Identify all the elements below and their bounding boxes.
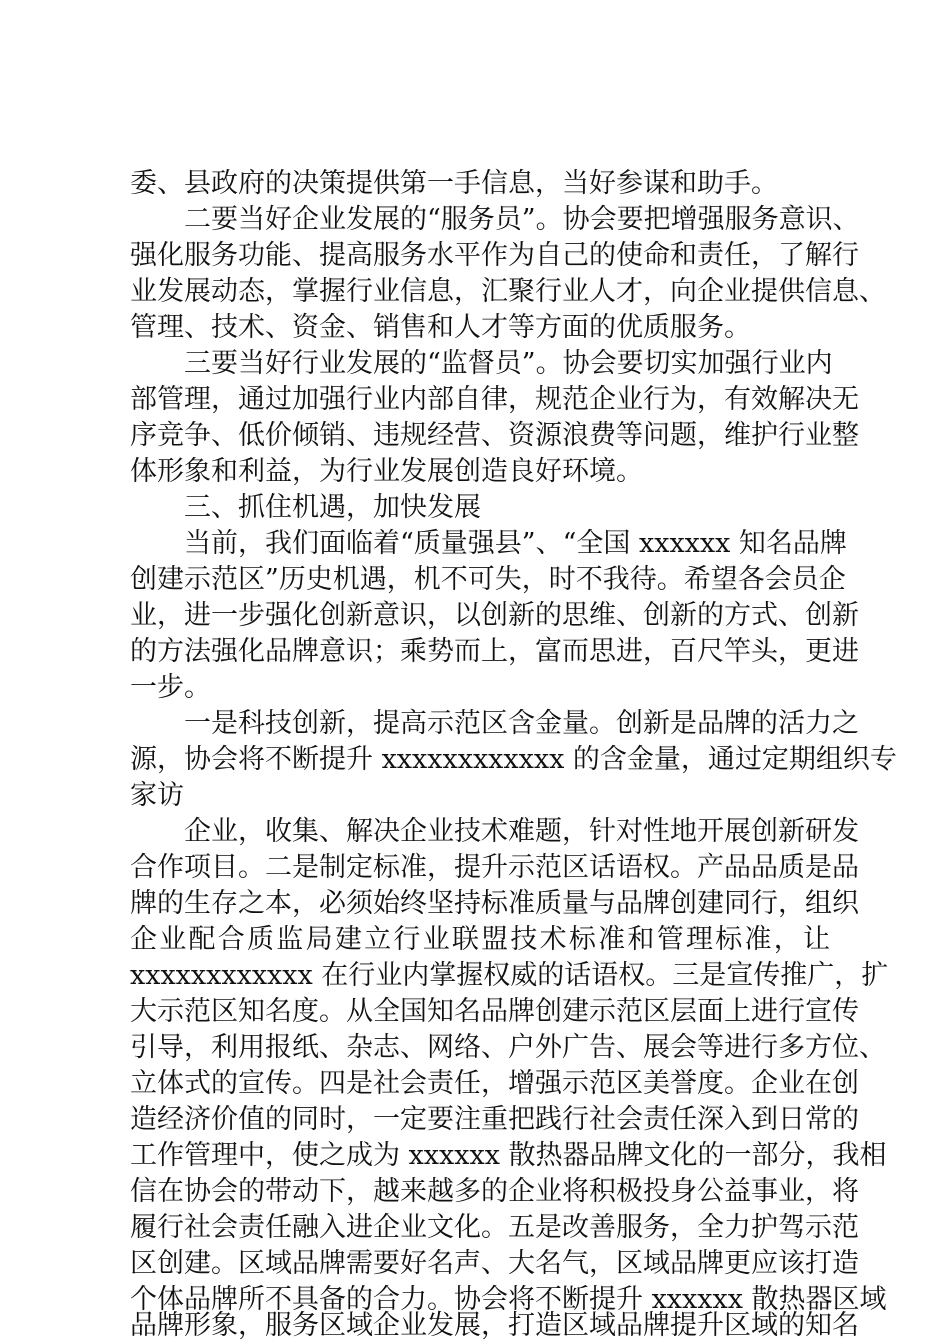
text-line: 工作管理中，使之成为 xxxxxx 散热器品牌文化的一部分，我相	[130, 1140, 887, 1171]
text-line: 品牌形象，服务区域企业发展，打造区域品牌提升区域的知名	[130, 1310, 859, 1341]
text-line: 引导，利用报纸、杂志、网络、户外广告、展会等进行多方位、	[130, 1032, 886, 1063]
text-line: 大示范区知名度。从全国知名品牌创建示范区层面上进行宣传	[130, 996, 859, 1027]
text-line: 履行社会责任融入进企业文化。五是改善服务，全力护驾示范	[130, 1212, 859, 1243]
text-line: 企业配合质监局建立行业联盟技术标准和管理标准，让	[130, 924, 830, 955]
text-line: 源，协会将不断提升 xxxxxxxxxxxx 的含金量，通过定期组织专	[130, 744, 897, 775]
text-line: xxxxxxxxxxxx 在行业内掌握权威的话语权。三是宣传推广，扩	[130, 960, 889, 991]
text-line: 家访	[130, 780, 184, 811]
text-line: 一步。	[130, 672, 211, 703]
text-line: 业发展动态，掌握行业信息，汇聚行业人才，向企业提供信息、	[130, 276, 886, 307]
text-line: 业，进一步强化创新意识，以创新的思维、创新的方式、创新	[130, 600, 859, 631]
text-line: 立体式的宣传。四是社会责任，增强示范区美誉度。企业在创	[130, 1068, 859, 1099]
text-line: 强化服务功能、提高服务水平作为自己的使命和责任，了解行	[130, 240, 859, 271]
text-line: 二要当好企业发展的“服务员”。协会要把增强服务意识、	[184, 204, 860, 235]
text-line: 创建示范区”历史机遇，机不可失，时不我待。希望各会员企	[130, 564, 846, 595]
text-line: 造经济价值的同时，一定要注重把践行社会责任深入到日常的	[130, 1104, 859, 1135]
text-line: 一是科技创新，提高示范区含金量。创新是品牌的活力之	[184, 708, 859, 739]
text-line: 当前，我们面临着“质量强县”、“全国 xxxxxx 知名品牌	[184, 528, 847, 559]
text-line: 的方法强化品牌意识；乘势而上，富而思进，百尺竿头，更进	[130, 636, 859, 667]
text-line: 区创建。区域品牌需要好名声、大名气，区域品牌更应该打造	[130, 1248, 859, 1279]
text-line: 部管理，通过加强行业内部自律，规范企业行为，有效解决无	[130, 384, 859, 415]
section-heading: 三、抓住机遇，加快发展	[184, 492, 481, 523]
text-line: 体形象和利益，为行业发展创造良好环境。	[130, 456, 643, 487]
text-line: 委、县政府的决策提供第一手信息，当好参谋和助手。	[130, 168, 778, 199]
text-line: 合作项目。二是制定标准，提升示范区话语权。产品品质是品	[130, 852, 859, 883]
text-line: 牌的生存之本，必须始终坚持标准质量与品牌创建同行，组织	[130, 888, 859, 919]
text-line: 信在协会的带动下，越来越多的企业将积极投身公益事业，将	[130, 1176, 859, 1207]
text-line: 三要当好行业发展的“监督员”。协会要切实加强行业内	[184, 348, 833, 379]
text-line: 企业，收集、解决企业技术难题，针对性地开展创新研发	[184, 816, 859, 847]
text-line: 序竞争、低价倾销、违规经营、资源浪费等问题，维护行业整	[130, 420, 859, 451]
text-line: 管理、技术、资金、销售和人才等方面的优质服务。	[130, 312, 751, 343]
text-line: 个体品牌所不具备的合力。协会将不断提升 xxxxxx 散热器区域	[130, 1284, 887, 1315]
